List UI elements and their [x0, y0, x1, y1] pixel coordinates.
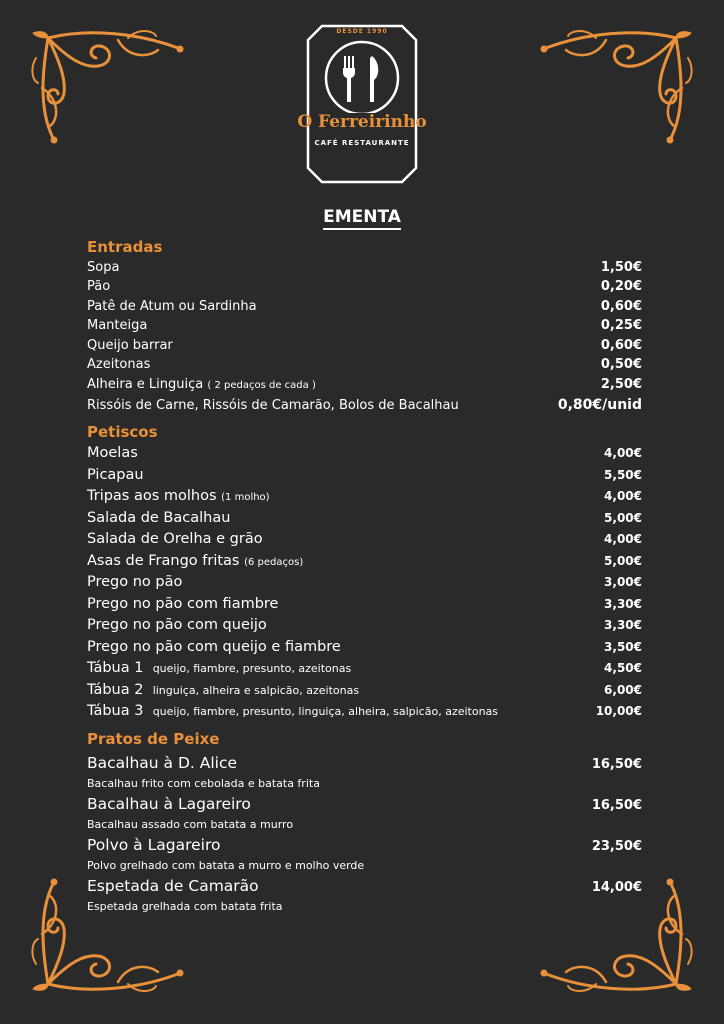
restaurant-name: O Ferreirinho	[297, 112, 427, 132]
item-description: Polvo grelhado com batata a murro e molho verde	[87, 859, 365, 872]
ornament-top-left-icon	[28, 28, 188, 148]
menu-item: Bacalhau à Lagareiro 16,50€	[87, 795, 642, 813]
menu-item: Pão 0,20€	[87, 279, 642, 294]
menu-item: Salada de Bacalhau 5,00€	[87, 510, 642, 526]
menu-item: Alheira e Linguiça ( 2 pedaços de cada ) 2,50€	[87, 377, 642, 392]
item-description: Bacalhau frito com cebolada e batata frita	[87, 777, 320, 790]
item-note: linguiça, alheira e salpicão, azeitonas	[152, 684, 360, 697]
menu-item: Tábua 3 queijo, fiambre, presunto, linguiça, alheira, salpicão, azeitonas 10,00€	[87, 703, 642, 719]
section-petiscos-heading: Petiscos	[87, 423, 158, 441]
item-note: (1 molho)	[221, 492, 270, 503]
menu-item: Prego no pão com fiambre 3,30€	[87, 596, 642, 612]
item-note: (6 pedaços)	[244, 557, 304, 568]
restaurant-logo	[292, 18, 432, 188]
menu-item: Tábua 1 queijo, fiambre, presunto, azeitonas 4,50€	[87, 660, 642, 676]
menu-item: Moelas 4,00€	[87, 445, 642, 461]
menu-title: EMENTA	[0, 207, 724, 227]
menu-item: Picapau 5,50€	[87, 467, 642, 483]
menu-item: Queijo barrar 0,60€	[87, 338, 642, 353]
restaurant-subtitle: CAFÉ RESTAURANTE	[314, 139, 410, 147]
menu-item: Patê de Atum ou Sardinha 0,60€	[87, 299, 642, 314]
logo-frame-icon	[292, 18, 432, 188]
item-note: ( 2 pedaços de cada )	[207, 380, 316, 391]
menu-item: Espetada de Camarão 14,00€	[87, 877, 642, 895]
section-peixe-heading: Pratos de Peixe	[87, 730, 220, 748]
item-note: queijo, fiambre, presunto, linguiça, alheira, salpicão, azeitonas	[152, 705, 499, 718]
menu-item: Sopa 1,50€	[87, 260, 642, 275]
logo-since-label: DESDE 1990	[336, 28, 388, 35]
menu-item: Polvo à Lagareiro 23,50€	[87, 836, 642, 854]
item-note: queijo, fiambre, presunto, azeitonas	[152, 662, 352, 675]
item-description: Espetada grelhada com batata frita	[87, 900, 283, 913]
menu-item: Bacalhau à D. Alice 16,50€	[87, 754, 642, 772]
section-entradas-heading: Entradas	[87, 238, 163, 256]
menu-item: Tripas aos molhos (1 molho) 4,00€	[87, 488, 642, 504]
menu-item: Prego no pão 3,00€	[87, 574, 642, 590]
menu-item: Prego no pão com queijo 3,30€	[87, 617, 642, 633]
menu-item: Azeitonas 0,50€	[87, 357, 642, 372]
menu-item: Prego no pão com queijo e fiambre 3,50€	[87, 639, 642, 655]
menu-item: Manteiga 0,25€	[87, 318, 642, 333]
menu-item: Asas de Frango fritas (6 pedaços) 5,00€	[87, 553, 642, 569]
menu-item: Tábua 2 linguiça, alheira e salpicão, azeitonas 6,00€	[87, 682, 642, 698]
menu-item: Rissóis de Carne, Rissóis de Camarão, Bolos de Bacalhau 0,80€/unid	[87, 397, 642, 413]
menu-item: Salada de Orelha e grão 4,00€	[87, 531, 642, 547]
ornament-top-right-icon	[536, 28, 696, 148]
item-description: Bacalhau assado com batata a murro	[87, 818, 294, 831]
